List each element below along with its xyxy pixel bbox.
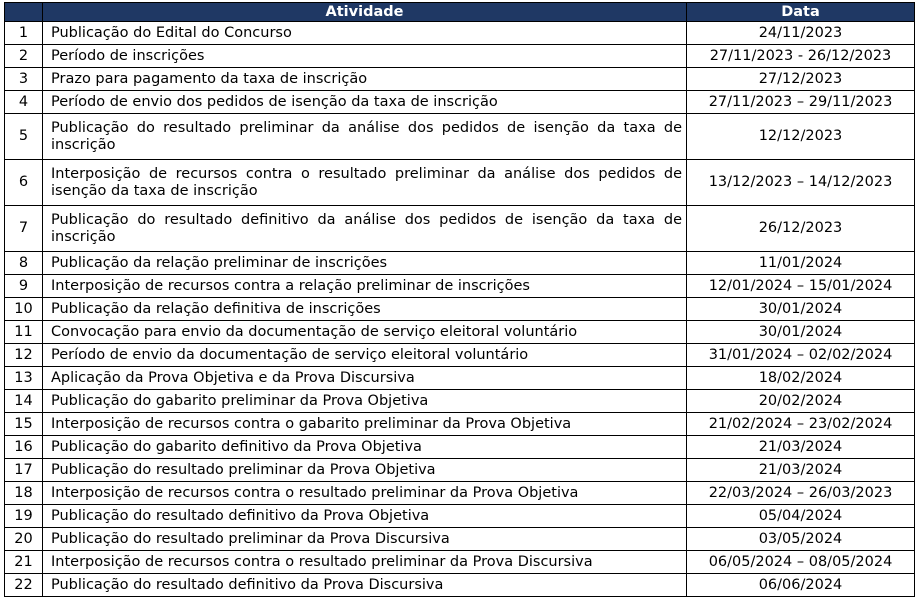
- row-activity: Período de inscrições: [43, 45, 687, 68]
- table-row: [5, 574, 915, 597]
- row-number: 5: [5, 114, 43, 160]
- row-activity: Publicação do resultado preliminar da análise dos pedidos de isenção da taxa de inscrição: [43, 114, 687, 160]
- row-number: 3: [5, 68, 43, 91]
- table-row: [5, 275, 915, 298]
- table-row: [5, 390, 915, 413]
- table-row: [5, 252, 915, 275]
- row-activity: Interposição de recursos contra o resultado preliminar da análise dos pedidos de isenção da taxa de inscrição: [43, 160, 687, 206]
- row-date: 27/11/2023 – 29/11/2023: [687, 91, 915, 114]
- row-number: 17: [5, 459, 43, 482]
- table-row: [5, 528, 915, 551]
- row-date: 24/11/2023: [687, 22, 915, 45]
- row-activity: Publicação da relação definitiva de inscrições: [43, 298, 687, 321]
- row-number: 10: [5, 298, 43, 321]
- row-date: 11/01/2024: [687, 252, 915, 275]
- table-row: [5, 114, 915, 160]
- row-number: 1: [5, 22, 43, 45]
- row-activity: Convocação para envio da documentação de serviço eleitoral voluntário: [43, 321, 687, 344]
- row-activity: Publicação do resultado definitivo da análise dos pedidos de isenção da taxa de inscrição: [43, 206, 687, 252]
- row-activity: Publicação do resultado preliminar da Prova Discursiva: [43, 528, 687, 551]
- row-date: 12/01/2024 – 15/01/2024: [687, 275, 915, 298]
- table-row: [5, 482, 915, 505]
- row-date: 30/01/2024: [687, 298, 915, 321]
- row-activity: Publicação do gabarito definitivo da Prova Objetiva: [43, 436, 687, 459]
- row-number: 15: [5, 413, 43, 436]
- table-row: [5, 459, 915, 482]
- row-date: 26/12/2023: [687, 206, 915, 252]
- table-header: [5, 3, 915, 22]
- table-row: [5, 45, 915, 68]
- table-row: [5, 22, 915, 45]
- row-date: 21/03/2024: [687, 459, 915, 482]
- row-date: 03/05/2024: [687, 528, 915, 551]
- row-date: 21/02/2024 – 23/02/2024: [687, 413, 915, 436]
- row-number: 7: [5, 206, 43, 252]
- row-activity: Prazo para pagamento da taxa de inscrição: [43, 68, 687, 91]
- row-activity: Interposição de recursos contra o resultado preliminar da Prova Discursiva: [43, 551, 687, 574]
- table-row: [5, 505, 915, 528]
- row-date: 05/04/2024: [687, 505, 915, 528]
- row-activity: Interposição de recursos contra o resultado preliminar da Prova Objetiva: [43, 482, 687, 505]
- row-number: 9: [5, 275, 43, 298]
- row-activity: Publicação do resultado definitivo da Prova Objetiva: [43, 505, 687, 528]
- row-number: 12: [5, 344, 43, 367]
- row-number: 4: [5, 91, 43, 114]
- row-date: 21/03/2024: [687, 436, 915, 459]
- row-date: 27/11/2023 - 26/12/2023: [687, 45, 915, 68]
- row-date: 13/12/2023 – 14/12/2023: [687, 160, 915, 206]
- row-number: 8: [5, 252, 43, 275]
- row-activity: Aplicação da Prova Objetiva e da Prova Discursiva: [43, 367, 687, 390]
- row-number: 6: [5, 160, 43, 206]
- row-number: 21: [5, 551, 43, 574]
- table-body: [5, 22, 915, 597]
- row-activity: Interposição de recursos contra a relação preliminar de inscrições: [43, 275, 687, 298]
- row-date: 12/12/2023: [687, 114, 915, 160]
- table-row: [5, 367, 915, 390]
- row-date: 06/06/2024: [687, 574, 915, 597]
- table-row: [5, 551, 915, 574]
- row-activity: Publicação do gabarito preliminar da Prova Objetiva: [43, 390, 687, 413]
- row-date: 18/02/2024: [687, 367, 915, 390]
- row-activity: Publicação do Edital do Concurso: [43, 22, 687, 45]
- row-number: 19: [5, 505, 43, 528]
- header-activity: Atividade: [43, 3, 687, 22]
- row-number: 16: [5, 436, 43, 459]
- table-row: [5, 413, 915, 436]
- schedule-table: [4, 2, 915, 597]
- row-date: 30/01/2024: [687, 321, 915, 344]
- row-date: 22/03/2024 – 26/03/2023: [687, 482, 915, 505]
- table-row: [5, 68, 915, 91]
- row-number: 2: [5, 45, 43, 68]
- row-date: 31/01/2024 – 02/02/2024: [687, 344, 915, 367]
- row-number: 18: [5, 482, 43, 505]
- row-activity: Período de envio da documentação de serviço eleitoral voluntário: [43, 344, 687, 367]
- row-number: 14: [5, 390, 43, 413]
- row-activity: Publicação do resultado preliminar da Prova Objetiva: [43, 459, 687, 482]
- table-row: [5, 206, 915, 252]
- table-row: [5, 321, 915, 344]
- header-date: Data: [687, 3, 915, 22]
- row-activity: Interposição de recursos contra o gabarito preliminar da Prova Objetiva: [43, 413, 687, 436]
- table-row: [5, 344, 915, 367]
- table-row: [5, 436, 915, 459]
- row-date: 27/12/2023: [687, 68, 915, 91]
- row-number: 22: [5, 574, 43, 597]
- row-date: 20/02/2024: [687, 390, 915, 413]
- row-number: 11: [5, 321, 43, 344]
- row-activity: Período de envio dos pedidos de isenção da taxa de inscrição: [43, 91, 687, 114]
- header-row: [5, 3, 915, 22]
- row-activity: Publicação da relação preliminar de inscrições: [43, 252, 687, 275]
- row-number: 20: [5, 528, 43, 551]
- table-row: [5, 160, 915, 206]
- row-number: 13: [5, 367, 43, 390]
- table-row: [5, 91, 915, 114]
- table-row: [5, 298, 915, 321]
- header-number: [5, 3, 43, 22]
- row-date: 06/05/2024 – 08/05/2024: [687, 551, 915, 574]
- row-activity: Publicação do resultado definitivo da Prova Discursiva: [43, 574, 687, 597]
